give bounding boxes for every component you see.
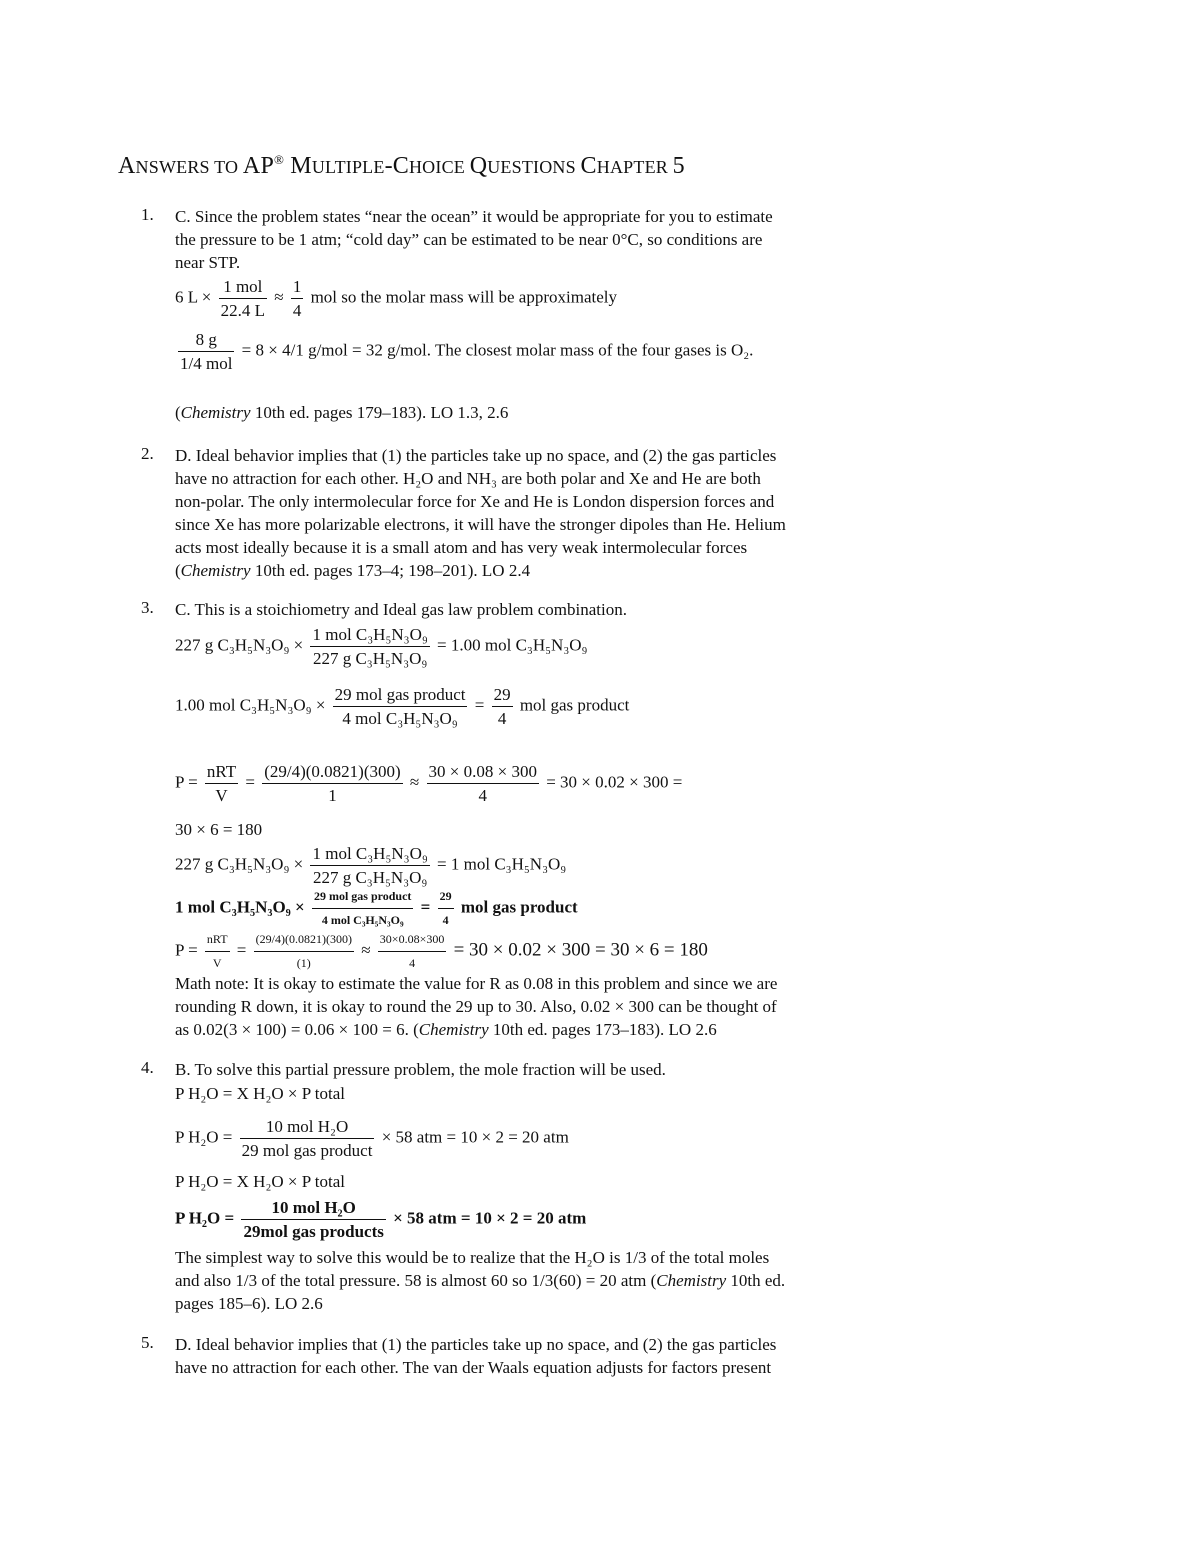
- answer-text: near STP.: [175, 253, 241, 272]
- answer-text: the pressure to be 1 atm; “cold day” can be estimated to be near 0°C, so conditions are: [175, 230, 763, 249]
- reference: (Chemistry 10th ed. pages 173–4; 198–201). LO 2.4: [175, 561, 531, 580]
- equation: P = $\frac{\text{nRT}}{V}$ = $\frac{(29/4)(0.0821)(300)}{(1)}$ ≈ $\frac{30\times 0.08\times 300}{4}$ = 30 × 0.02 × 300 = 30 × 6 = 180: [175, 928, 708, 975]
- answer-text: C. This is a stoichiometry and Ideal gas law problem combination.: [175, 600, 627, 619]
- answer-text: and also 1/3 of the total pressure. 58 is almost 60 so 1/3(60) = 20 atm (Chemistry 10th ed.: [175, 1271, 786, 1290]
- math-note: rounding R down, it is okay to round the 29 up to 30. Also, 0.02 × 300 can be thought of: [175, 997, 777, 1016]
- equation: 30 × 6 = 180: [175, 820, 263, 839]
- answer-text: C. Since the problem states “near the ocean” it would be appropriate for you to estimate: [175, 207, 773, 226]
- question-number: 4.: [141, 1058, 154, 1077]
- equation: 6 L × $\frac{\text{1 mol}}{22.4 L}$ ≈ $\frac{1}{4}$ mol so the molar mass will be approximately: [175, 277, 617, 320]
- equation: P H₂O = $\frac{\text{10 mol H₂O}}{\text{29mol gas products}}$ × 58 atm = 10 × 2 = 20 atm: [175, 1198, 587, 1241]
- equation: $\frac{8 g}{\text{1/4 mol}}$ = 8 × 4/1 g/mol = 32 g/mol. The closest molar mass of the four gases is O₂.: [180, 330, 754, 373]
- answer-text: D. Ideal behavior implies that (1) the particles take up no space, and (2) the gas particles: [175, 446, 777, 465]
- equation: P H₂O = $\frac{\text{10 mol H₂O}}{\text{29 mol gas product}}$ × 58 atm = 10 × 2 = 20 atm: [175, 1117, 569, 1160]
- equation: P = $\frac{\text{nRT}}{V}$ = $\frac{(29/4)(0.0821)(300)}{1}$ ≈ $\frac{30 \times 0.08 \times 300}{4}$ = 30 × 0.02 × 300 =: [175, 762, 683, 805]
- question-number: 5.: [141, 1333, 154, 1352]
- answer-text: B. To solve this partial pressure problem, the mole fraction will be used.: [175, 1060, 666, 1079]
- page-title: ANSWERS TO AP® MULTIPLE-CHOICE QUESTIONS CHAPTER 5: [118, 152, 685, 179]
- answer-text: The simplest way to solve this would be to realize that the H₂O is 1/3 of the total moles: [175, 1248, 770, 1267]
- question-number: 3.: [141, 598, 154, 617]
- reference: pages 185–6). LO 2.6: [175, 1294, 323, 1313]
- reference: as 0.02(3 × 100) = 0.06 × 100 = 6. (Chemistry 10th ed. pages 173–183). LO 2.6: [175, 1020, 717, 1039]
- answer-text: acts most ideally because it is a small atom and has very weak intermolecular forces: [175, 538, 748, 557]
- equation: P H₂O = X H₂O × P total: [175, 1084, 346, 1103]
- question-number: 1.: [141, 205, 154, 224]
- equation: 1 mol C₃H₅N₃O₉ × $\frac{\text{29 mol gas product}}{\text{4 mol C₃H₅N₃O₉}}$ = $\frac{29}{4}$ mol gas product: [175, 885, 578, 932]
- equation: 227 g C₃H₅N₃O₉ × $\frac{\text{1 mol C₃H₅N₃O₉}}{\text{227 g C₃H₅N₃O₉}}$ = 1.00 mol C₃H₅N₃O₉: [175, 625, 588, 668]
- equation: P H₂O = X H₂O × P total: [175, 1172, 346, 1191]
- answer-text: have no attraction for each other. H₂O and NH₃ are both polar and Xe and He are both: [175, 469, 761, 488]
- answer-text: since Xe has more polarizable electrons, it will have the stronger dipoles than He. Helium: [175, 515, 786, 534]
- equation: 227 g C₃H₅N₃O₉ × $\frac{\text{1 mol C₃H₅N₃O₉}}{\text{227 g C₃H₅N₃O₉}}$ = 1 mol C₃H₅N₃O₉: [175, 844, 567, 887]
- math-note: Math note: It is okay to estimate the value for R as 0.08 in this problem and since we are: [175, 974, 778, 993]
- answer-text: have no attraction for each other. The van der Waals equation adjusts for factors present: [175, 1358, 772, 1377]
- answer-text: non-polar. The only intermolecular force for Xe and He is London dispersion forces and: [175, 492, 775, 511]
- equation: 1.00 mol C₃H₅N₃O₉ × $\frac{\text{29 mol gas product}}{\text{4 mol C₃H₅N₃O₉}}$ = $\frac{29}{4}$ mol gas product: [175, 685, 630, 728]
- reference: (Chemistry 10th ed. pages 179–183). LO 1.3, 2.6: [175, 403, 509, 422]
- question-number: 2.: [141, 444, 154, 463]
- answer-text: D. Ideal behavior implies that (1) the particles take up no space, and (2) the gas particles: [175, 1335, 777, 1354]
